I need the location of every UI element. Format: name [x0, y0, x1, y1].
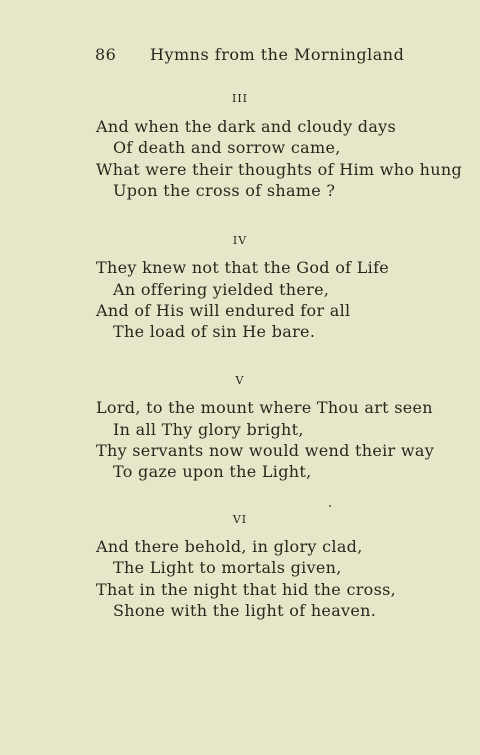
verse-line: They knew not that the God of Life: [96, 258, 390, 277]
stanza-numeral-iv: IV: [232, 234, 248, 247]
verse-line: Lord, to the mount where Thou art seen: [96, 398, 433, 417]
verse-line: Thy servants now would wend their way: [96, 441, 435, 460]
verse-line: The load of sin He bare.: [113, 322, 316, 341]
verse-line: And of His will endured for all: [96, 301, 351, 320]
verse-line: That in the night that hid the cross,: [96, 580, 396, 599]
stanza-numeral-iii: III: [231, 92, 249, 105]
verse-line: Shone with the light of heaven.: [113, 601, 377, 620]
verse-line: Upon the cross of shame ?: [113, 181, 336, 200]
verse-line: What were their thoughts of Him who hung: [96, 160, 463, 179]
stanza-numeral-v: V: [235, 374, 245, 387]
verse-line: The Light to mortals given,: [113, 558, 342, 577]
page-number: 86: [95, 45, 117, 64]
verse-line: And there behold, in glory clad,: [96, 537, 363, 556]
stanza-numeral-vi: VI: [232, 513, 248, 526]
ink-speck: [329, 505, 331, 507]
verse-line: In all Thy glory bright,: [113, 420, 304, 439]
verse-line: Of death and sorrow came,: [113, 138, 341, 157]
verse-line: An offering yielded there,: [113, 280, 330, 299]
running-title: Hymns from the Morningland: [150, 45, 405, 64]
verse-line: And when the dark and cloudy days: [96, 117, 397, 136]
verse-line: To gaze upon the Light,: [113, 462, 312, 481]
